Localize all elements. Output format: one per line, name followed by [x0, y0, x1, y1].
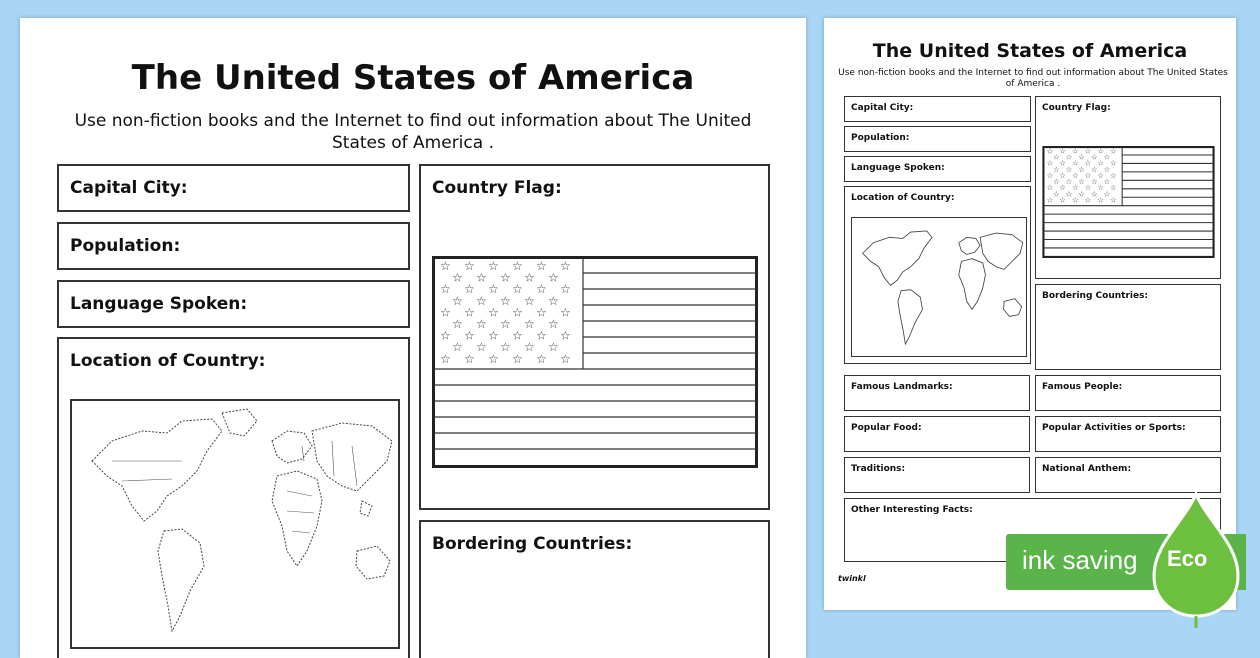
flag-star-icon: ☆: [1052, 177, 1060, 187]
flag-star-icon: ☆: [512, 351, 523, 366]
flag-star-icon: ☆: [1110, 195, 1117, 205]
thumb-landmarks-label: Famous Landmarks:: [851, 382, 953, 392]
flag-star-icon: ☆: [1097, 146, 1104, 156]
flag-star-icon: ☆: [560, 282, 571, 297]
thumb-instructions: Use non-fiction books and the Internet to find out information about The United States of America .: [838, 68, 1228, 89]
flag-star-icon: ☆: [1078, 189, 1085, 199]
flag-star-icon: ☆: [500, 317, 511, 331]
thumb-flag-box: [1035, 96, 1221, 279]
worksheet-page-large: [20, 18, 806, 658]
world-map-icon: [70, 399, 400, 649]
thumb-language-box: [844, 156, 1031, 182]
flag-star-icon: ☆: [560, 351, 571, 366]
thumb-location-label: Location of Country:: [851, 193, 955, 203]
population-box[interactable]: [57, 222, 410, 270]
flag-star-icon: ☆: [440, 282, 451, 297]
flag-star-icon: ☆: [1097, 183, 1104, 193]
thumb-anthem-label: National Anthem:: [1042, 464, 1132, 474]
flag-star-icon: ☆: [1097, 170, 1104, 180]
flag-star-icon: ☆: [1110, 146, 1117, 156]
flag-star-icon: ☆: [548, 340, 559, 355]
flag-star-icon: ☆: [1046, 158, 1054, 168]
flag-star-icon: ☆: [1090, 177, 1098, 187]
thumb-language-label: Language Spoken:: [851, 163, 945, 173]
thumb-flag-icon: [1042, 146, 1215, 258]
thumb-activities-label: Popular Activities or Sports:: [1042, 423, 1186, 433]
capital-city-label: Capital City:: [70, 178, 188, 198]
flag-star-icon: ☆: [512, 259, 523, 273]
flag-star-icon: ☆: [488, 259, 499, 273]
flag-star-icon: ☆: [1059, 170, 1066, 180]
thumb-activities-box: [1035, 416, 1221, 452]
bordering-countries-label: Bordering Countries:: [432, 534, 633, 554]
thumb-food-box: [844, 416, 1030, 452]
thumb-landmarks-box: [844, 375, 1030, 411]
flag-star-icon: ☆: [452, 293, 463, 308]
flag-star-icon: ☆: [1065, 164, 1073, 174]
flag-star-icon: ☆: [1052, 189, 1060, 199]
flag-star-icon: ☆: [560, 328, 571, 343]
flag-star-icon: ☆: [500, 293, 511, 308]
flag-star-icon: ☆: [1052, 152, 1060, 162]
flag-star-icon: ☆: [1071, 170, 1079, 180]
flag-star-icon: ☆: [524, 317, 535, 331]
flag-star-icon: ☆: [476, 340, 487, 355]
flag-star-icon: ☆: [1071, 195, 1079, 205]
location-of-country-box[interactable]: [57, 337, 410, 658]
flag-star-icon: ☆: [536, 282, 547, 297]
language-spoken-label: Language Spoken:: [70, 294, 248, 314]
flag-star-icon: ☆: [488, 351, 499, 366]
thumb-anthem-box: [1035, 457, 1221, 493]
flag-star-icon: ☆: [440, 259, 451, 273]
flag-star-icon: ☆: [1097, 158, 1104, 168]
ink-saving-text: ink saving: [1022, 545, 1138, 575]
thumb-traditions-label: Traditions:: [851, 464, 906, 474]
thumb-people-box: [1035, 375, 1221, 411]
thumb-people-label: Famous People:: [1042, 382, 1123, 392]
flag-star-icon: ☆: [1046, 146, 1054, 156]
flag-star-icon: ☆: [560, 305, 571, 320]
flag-star-icon: ☆: [512, 282, 523, 297]
flag-star-icon: ☆: [1078, 152, 1085, 162]
flag-star-icon: ☆: [1090, 189, 1098, 199]
flag-star-icon: ☆: [1052, 164, 1060, 174]
thumb-population-box: [844, 126, 1031, 152]
flag-star-icon: ☆: [476, 317, 487, 331]
flag-star-icon: ☆: [548, 317, 559, 331]
thumb-food-label: Popular Food:: [851, 423, 922, 433]
country-flag-box[interactable]: [419, 164, 770, 510]
flag-star-icon: ☆: [536, 259, 547, 273]
flag-star-icon: ☆: [1078, 177, 1085, 187]
flag-star-icon: ☆: [1071, 146, 1079, 156]
flag-star-icon: ☆: [1084, 195, 1092, 205]
thumb-bordering-box: [1035, 284, 1221, 370]
flag-star-icon: ☆: [560, 259, 571, 273]
thumb-location-box: [844, 186, 1031, 364]
flag-star-icon: ☆: [488, 305, 499, 320]
flag-star-icon: ☆: [1078, 164, 1085, 174]
flag-star-icon: ☆: [1103, 164, 1111, 174]
bordering-countries-box[interactable]: [419, 520, 770, 658]
thumb-title: The United States of America: [872, 40, 1188, 62]
flag-star-icon: ☆: [1046, 183, 1054, 193]
flag-star-icon: ☆: [512, 328, 523, 343]
flag-star-icon: ☆: [1059, 195, 1066, 205]
flag-star-icon: ☆: [452, 340, 463, 355]
flag-star-icon: ☆: [464, 259, 475, 273]
flag-icon: [432, 256, 758, 468]
flag-star-icon: ☆: [536, 351, 547, 366]
flag-star-icon: ☆: [1046, 195, 1054, 205]
thumb-bordering-label: Bordering Countries:: [1042, 291, 1149, 301]
flag-star-icon: ☆: [1103, 189, 1111, 199]
flag-star-icon: ☆: [1110, 158, 1117, 168]
flag-star-icon: ☆: [1065, 152, 1073, 162]
flag-star-icon: ☆: [1110, 183, 1117, 193]
flag-star-icon: ☆: [1103, 177, 1111, 187]
flag-star-icon: ☆: [440, 351, 451, 366]
flag-star-icon: ☆: [1065, 177, 1073, 187]
flag-star-icon: ☆: [452, 270, 463, 285]
flag-star-icon: ☆: [476, 293, 487, 308]
twinkl-logo: twinkl: [838, 574, 866, 583]
location-of-country-label: Location of Country:: [70, 351, 266, 371]
flag-star-icon: ☆: [524, 340, 535, 355]
thumb-flag-label: Country Flag:: [1042, 103, 1111, 113]
flag-star-icon: ☆: [536, 328, 547, 343]
flag-star-icon: ☆: [452, 317, 463, 331]
flag-star-icon: ☆: [500, 340, 511, 355]
eco-leaf-icon: [1146, 492, 1246, 630]
flag-star-icon: ☆: [1090, 164, 1098, 174]
flag-star-icon: ☆: [1103, 152, 1111, 162]
flag-star-icon: ☆: [524, 293, 535, 308]
flag-star-icon: ☆: [1046, 170, 1054, 180]
flag-star-icon: ☆: [524, 270, 535, 285]
flag-star-icon: ☆: [1084, 146, 1092, 156]
flag-star-icon: ☆: [1059, 146, 1066, 156]
population-label: Population:: [70, 236, 181, 256]
flag-star-icon: ☆: [1059, 158, 1066, 168]
flag-star-icon: ☆: [464, 351, 475, 366]
flag-star-icon: ☆: [488, 328, 499, 343]
eco-label: Eco: [1167, 546, 1208, 571]
flag-star-icon: ☆: [548, 270, 559, 285]
flag-star-icon: ☆: [512, 305, 523, 320]
thumb-capital-city-label: Capital City:: [851, 103, 914, 113]
capital-city-box[interactable]: [57, 164, 410, 212]
flag-star-icon: ☆: [1084, 158, 1092, 168]
flag-star-icon: ☆: [500, 270, 511, 285]
flag-star-icon: ☆: [1097, 195, 1104, 205]
flag-star-icon: ☆: [476, 270, 487, 285]
flag-star-icon: ☆: [1090, 152, 1098, 162]
flag-star-icon: ☆: [1084, 183, 1092, 193]
flag-star-icon: ☆: [1110, 170, 1117, 180]
flag-star-icon: ☆: [548, 293, 559, 308]
flag-star-icon: ☆: [536, 305, 547, 320]
thumb-capital-city-box: [844, 96, 1031, 122]
flag-star-icon: ☆: [1084, 170, 1092, 180]
worksheet-instructions: Use non-fiction books and the Internet to find out information about The United States of America .: [74, 111, 752, 153]
thumb-population-label: Population:: [851, 133, 910, 143]
thumb-traditions-box: [844, 457, 1030, 493]
flag-star-icon: ☆: [464, 305, 475, 320]
language-spoken-box[interactable]: [57, 280, 410, 328]
flag-star-icon: ☆: [464, 328, 475, 343]
flag-star-icon: ☆: [1065, 189, 1073, 199]
thumb-facts-label: Other Interesting Facts:: [851, 505, 973, 515]
flag-star-icon: ☆: [440, 328, 451, 343]
flag-star-icon: ☆: [464, 282, 475, 297]
thumb-world-map-icon: [851, 217, 1027, 357]
flag-star-icon: ☆: [1071, 158, 1079, 168]
flag-star-icon: ☆: [488, 282, 499, 297]
flag-star-icon: ☆: [440, 305, 451, 320]
worksheet-title: The United States of America: [131, 58, 695, 98]
flag-star-icon: ☆: [1059, 183, 1066, 193]
flag-star-icon: ☆: [1071, 183, 1079, 193]
country-flag-label: Country Flag:: [432, 178, 562, 198]
